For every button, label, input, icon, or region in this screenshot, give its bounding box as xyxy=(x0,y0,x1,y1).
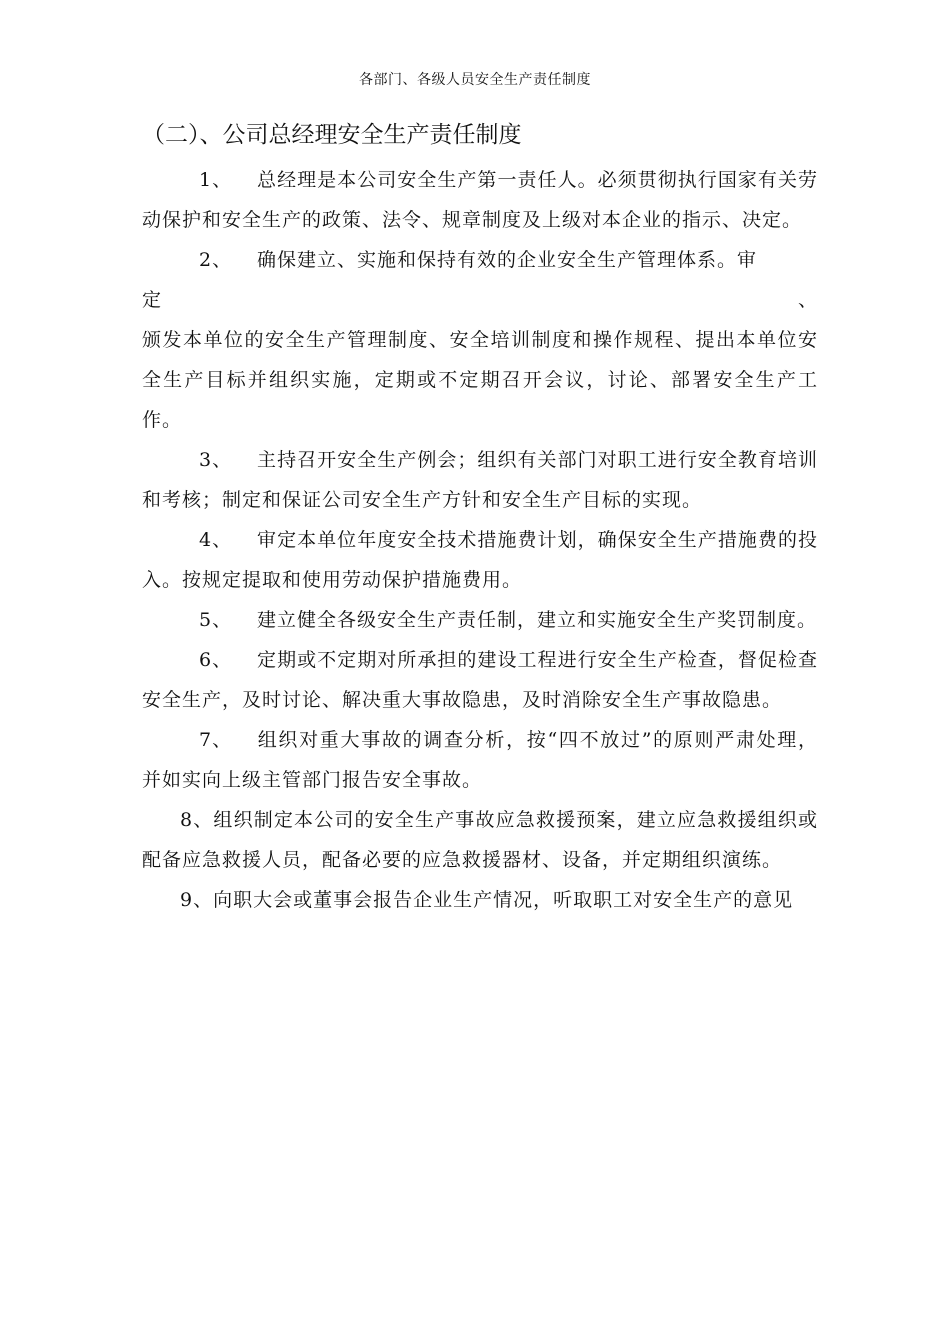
item-number: 3、 xyxy=(199,449,233,471)
split-line-right: 、 xyxy=(797,289,818,311)
item-number: 6、 xyxy=(199,649,233,671)
list-item xyxy=(142,640,818,720)
item-text: 审定本单位年度安全技术措施费计划，确保安全生产措施费的投入。按规定提取和使用劳动保护措施费用。 xyxy=(142,529,818,591)
item-number: 7、 xyxy=(199,729,233,751)
section-title: （二）、公司总经理安全生产责任制度 xyxy=(142,122,522,148)
item-text: 建立健全各级安全生产责任制，建立和实施安全生产奖罚制度。 xyxy=(257,609,818,631)
split-line xyxy=(142,280,818,320)
item-text: 组织对重大事故的调查分析，按“四不放过”的原则严肃处理，并如实向上级主管部门报告安全事故。 xyxy=(142,729,818,791)
item-number: 1、 xyxy=(199,169,233,191)
item-text: 定期或不定期对所承担的建设工程进行安全生产检查，督促检查安全生产，及时讨论、解决重大事故隐患，及时消除安全生产事故隐患。 xyxy=(142,649,818,711)
item-text: 总经理是本公司安全生产第一责任人。必须贯彻执行国家有关劳动保护和安全生产的政策、法令、规章制度及上级对本企业的指示、决定。 xyxy=(142,169,818,231)
list-item: 8、组织制定本公司的安全生产事故应急救援预案，建立应急救援组织或配备应急救援人员，配备必要的应急救援器材、设备，并定期组织演练。 xyxy=(142,809,818,871)
document-body xyxy=(142,160,818,920)
item-text: 确保建立、实施和保持有效的企业安全生产管理体系。审 xyxy=(257,249,758,271)
list-item xyxy=(142,600,818,640)
running-header: 各部门、各级人员安全生产责任制度 xyxy=(359,72,591,88)
list-item xyxy=(142,720,818,800)
item-number: 4、 xyxy=(199,529,233,551)
list-item xyxy=(142,440,818,520)
list-item: 9、向职大会或董事会报告企业生产情况，听取职工对安全生产的意见 xyxy=(180,889,794,911)
list-item xyxy=(142,160,818,240)
list-item xyxy=(142,240,818,440)
item-text-continued: 颁发本单位的安全生产管理制度、安全培训制度和操作规程、提出本单位安全生产目标并组织实施，定期或不定期召开会议，讨论、部署安全生产工作。 xyxy=(142,329,818,431)
item-number: 5、 xyxy=(199,609,233,631)
item-text: 主持召开安全生产例会；组织有关部门对职工进行安全教育培训和考核；制定和保证公司安全生产方针和安全生产目标的实现。 xyxy=(142,449,818,511)
list-item xyxy=(142,520,818,600)
split-line-left: 定 xyxy=(142,289,163,311)
item-number: 2、 xyxy=(199,249,233,271)
